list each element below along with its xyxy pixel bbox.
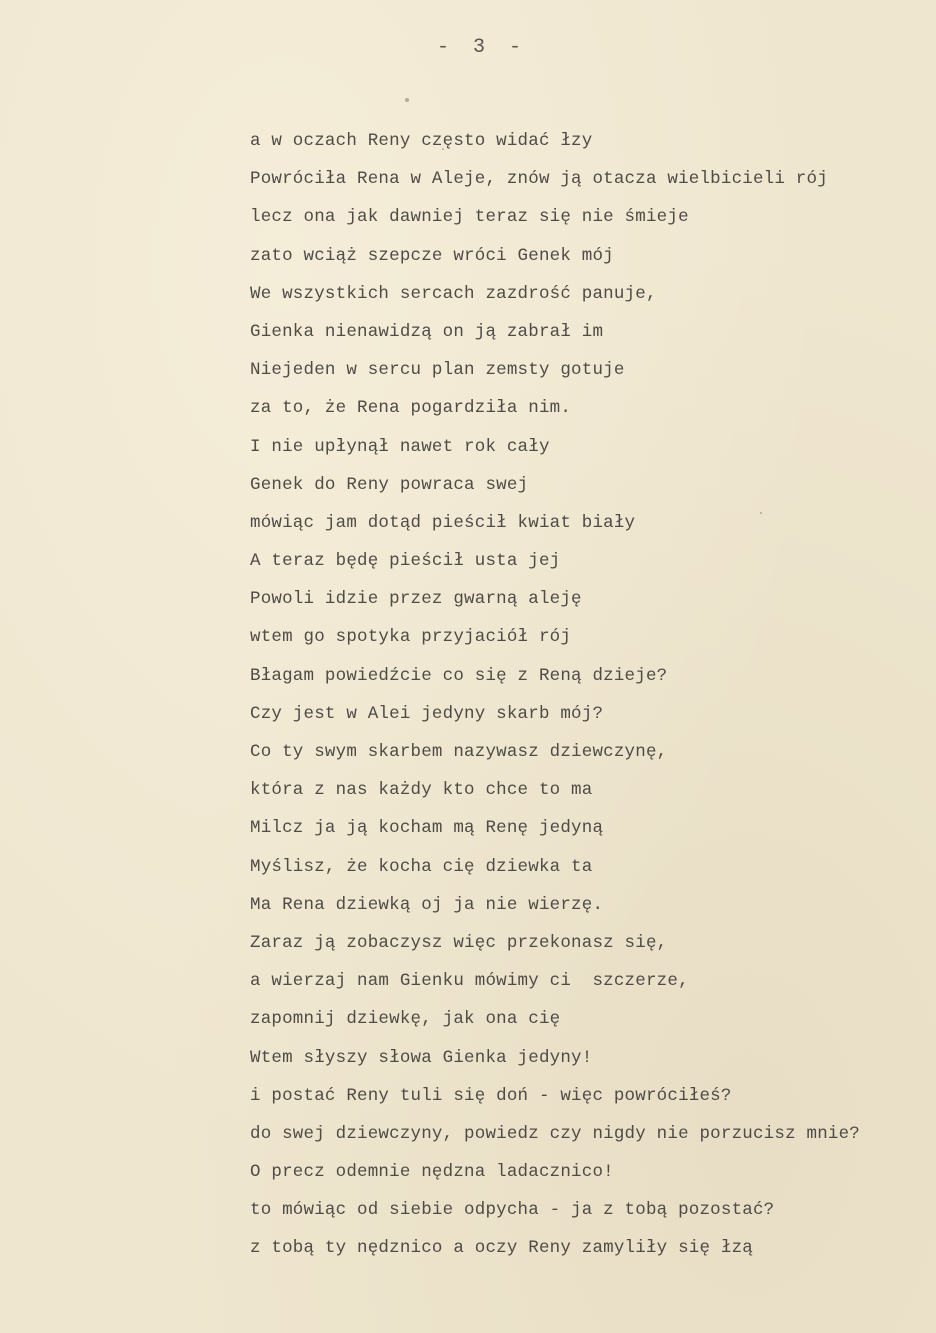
text-line: która z nas każdy kto chce to ma (250, 780, 593, 801)
text-line: Zaraz ją zobaczysz więc przekonasz się, (250, 932, 668, 953)
text-line: We wszystkich sercach zazdrość panuje, (250, 283, 657, 304)
text-line: i postać Reny tuli się doń - więc powróciłeś? (250, 1085, 732, 1106)
text-line: a wierzaj nam Gienku mówimy ci szczerze, (250, 971, 689, 992)
text-line: a w oczach Reny często widać łzy (250, 131, 593, 151)
text-line: Milcz ja ją kocham mą Renę jedyną (250, 818, 604, 839)
page-number: - 3 - (437, 36, 528, 59)
text-line: Powoli idzie przez gwarną aleję (250, 589, 582, 610)
text-line: Błagam powiedźcie co się z Reną dzieje? (250, 665, 668, 686)
text-line: do swej dziewczyny, powiedz czy nigdy nie porzucisz mnie? (250, 1123, 860, 1144)
text-line: Myślisz, że kocha cię dziewka ta (250, 856, 593, 877)
text-line: O precz odemnie nędzna ladacznico! (250, 1162, 614, 1183)
text-line: zapomnij dziewkę, jak ona cię (250, 1009, 561, 1030)
text-line: za to, że Rena pogardziła nim. (250, 398, 572, 419)
ink-speck (405, 98, 409, 102)
text-line: lecz ona jak dawniej teraz się nie śmieje (250, 207, 689, 228)
text-line: to mówiąc od siebie odpycha - ja z tobą pozostać? (250, 1200, 775, 1221)
text-line: Ma Rena dziewką oj ja nie wierzę. (250, 894, 604, 915)
text-line: mówiąc jam dotąd pieścił kwiat biały (250, 512, 636, 533)
text-line: Niejeden w sercu plan zemsty gotuje (250, 360, 625, 381)
text-line: wtem go spotyka przyjaciół rój (250, 627, 572, 648)
poem-text (250, 122, 920, 1268)
text-line: Genek do Reny powraca swej (250, 474, 529, 495)
text-line: Powróciła Rena w Aleje, znów ją otacza wielbicieli rój (250, 169, 828, 190)
text-line: Czy jest w Alei jedyny skarb mój? (250, 703, 604, 724)
text-line: I nie upłynął nawet rok cały (250, 436, 550, 457)
text-line: Wtem słyszy słowa Gienka jedyny! (250, 1047, 593, 1068)
text-line: z tobą ty nędznico a oczy Reny zamyliły się łzą (250, 1238, 753, 1259)
text-line: A teraz będę pieścił usta jej (250, 551, 561, 572)
text-line: Gienka nienawidzą on ją zabrał im (250, 321, 604, 342)
text-line: zato wciąż szepcze wróci Genek mój (250, 245, 614, 266)
text-line: Co ty swym skarbem nazywasz dziewczynę, (250, 742, 668, 762)
